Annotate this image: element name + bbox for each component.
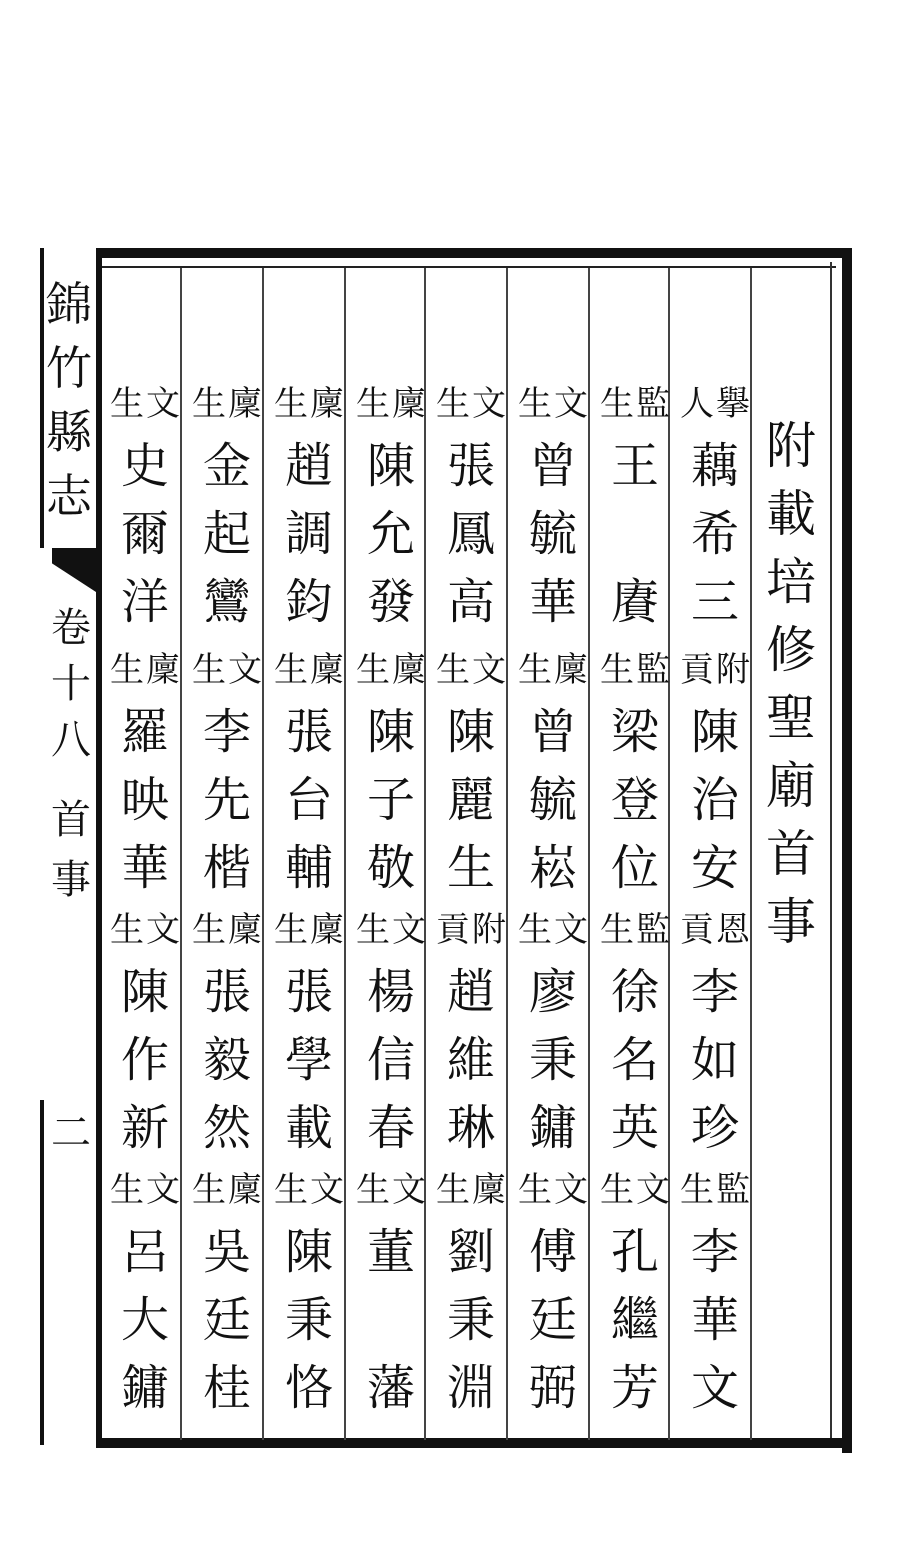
degree-label: [676, 910, 754, 954]
margin-volume-number: 卷 十 八: [51, 605, 91, 763]
degree-label: [676, 384, 754, 428]
person-name: [188, 958, 266, 1162]
person-name: [106, 1218, 184, 1422]
name-entry: [270, 1170, 348, 1422]
name-entry: [676, 384, 754, 636]
person-name: [432, 1218, 510, 1422]
degree-label: [514, 1170, 592, 1214]
degree-char: 生: [192, 384, 226, 424]
name-char: 作: [120, 1032, 169, 1088]
name-char: 李: [690, 1224, 739, 1280]
name-char: 安: [690, 840, 739, 896]
name-char: 鳳: [446, 506, 495, 562]
degree-label: [432, 1170, 510, 1214]
name-char: 高: [446, 574, 495, 630]
name-char: 發: [366, 574, 415, 630]
name-char: 名: [610, 1032, 659, 1088]
degree-char: 生: [356, 384, 390, 424]
name-char: 珍: [690, 1100, 739, 1156]
degree-label: [352, 1170, 430, 1214]
name-char: 英: [610, 1100, 659, 1156]
name-char: 羅: [120, 704, 169, 760]
name-char: 調: [284, 506, 333, 562]
frame-bottom-border: [96, 1438, 852, 1448]
name-entry: [106, 384, 184, 636]
name-char: [596, 500, 674, 568]
name-char: 陳: [446, 704, 495, 760]
degree-char: 生: [192, 1170, 226, 1210]
degree-label: [596, 1170, 674, 1214]
person-name: [596, 1218, 674, 1422]
degree-label: [188, 384, 266, 428]
degree-char: 廩: [146, 650, 180, 690]
degree-label: [106, 1170, 184, 1214]
degree-char: 生: [110, 650, 144, 690]
name-char: 春: [366, 1100, 415, 1156]
name-entry: [188, 910, 266, 1162]
name-entry: [188, 384, 266, 636]
name-char: 子: [366, 772, 415, 828]
degree-char: 文: [554, 384, 588, 424]
degree-char: 文: [554, 1170, 588, 1210]
name-char: 登: [610, 772, 659, 828]
degree-char: 生: [192, 650, 226, 690]
name-char: 起: [202, 506, 251, 562]
name-char: 楷: [202, 840, 251, 896]
name-char: 映: [120, 772, 169, 828]
person-name: [106, 958, 184, 1162]
frame-right-border: [842, 248, 852, 1453]
degree-char: 生: [356, 650, 390, 690]
name-char: 李: [690, 964, 739, 1020]
frame-left-border: [96, 248, 102, 1448]
degree-char: 廩: [554, 650, 588, 690]
name-char: 曾: [528, 438, 577, 494]
name-char: 然: [202, 1100, 251, 1156]
name-char: 文: [690, 1360, 739, 1416]
name-char: [352, 1286, 430, 1354]
name-entry: [106, 910, 184, 1162]
name-char: 鈞: [284, 574, 333, 630]
name-char: 華: [120, 840, 169, 896]
name-entry: [514, 910, 592, 1162]
degree-char: 文: [392, 1170, 426, 1210]
name-entry: [432, 650, 510, 902]
degree-char: 監: [636, 384, 670, 424]
section-heading: [756, 412, 826, 956]
person-name: [676, 698, 754, 902]
person-name: [514, 432, 592, 636]
name-char: 趙: [446, 964, 495, 1020]
frame-top-inner-rule: [96, 266, 836, 268]
name-entry: [352, 384, 430, 636]
degree-char: 生: [356, 1170, 390, 1210]
degree-char: 廩: [472, 1170, 506, 1210]
name-char: 大: [120, 1292, 169, 1348]
person-name: [432, 958, 510, 1162]
person-name: [676, 1218, 754, 1422]
name-char: 張: [284, 704, 333, 760]
name-char: 王: [610, 438, 659, 494]
name-entry: [352, 1170, 430, 1422]
frame-right-inner-rule: [830, 262, 832, 1442]
name-char: 生: [446, 840, 495, 896]
degree-label: [596, 650, 674, 694]
name-char: 台: [284, 772, 333, 828]
degree-label: [352, 650, 430, 694]
name-entry: [596, 1170, 674, 1422]
name-char: 廖: [528, 964, 577, 1020]
person-name: [188, 1218, 266, 1422]
degree-char: 人: [680, 384, 714, 424]
name-entry: [596, 910, 674, 1162]
degree-char: 文: [228, 650, 262, 690]
degree-label: [188, 910, 266, 954]
name-char: 位: [610, 840, 659, 896]
name-char: 藩: [366, 1360, 415, 1416]
name-char: 治: [690, 772, 739, 828]
degree-char: 文: [392, 910, 426, 950]
name-char: 恪: [284, 1360, 333, 1416]
name-entry: [596, 650, 674, 902]
degree-char: 生: [518, 384, 552, 424]
name-entry: [352, 650, 430, 902]
degree-label: [676, 1170, 754, 1214]
degree-label: [270, 1170, 348, 1214]
person-name: [270, 1218, 348, 1422]
name-entry: [188, 1170, 266, 1422]
name-char: 廷: [202, 1292, 251, 1348]
name-char: 曾: [528, 704, 577, 760]
person-name: [514, 698, 592, 902]
person-name: [352, 698, 430, 902]
degree-char: 擧: [716, 384, 750, 424]
section-heading-text: 附 載 培 修 聖 廟 首 事: [766, 417, 816, 951]
name-entry: [106, 650, 184, 902]
degree-char: 文: [146, 384, 180, 424]
degree-label: [432, 910, 510, 954]
degree-label: [676, 650, 754, 694]
degree-label: [270, 650, 348, 694]
degree-char: 文: [146, 910, 180, 950]
name-char: 劉: [446, 1224, 495, 1280]
name-char: 希: [690, 506, 739, 562]
degree-label: [514, 650, 592, 694]
person-name: [352, 958, 430, 1162]
degree-char: 生: [274, 1170, 308, 1210]
name-char: 張: [202, 964, 251, 1020]
person-name: [270, 432, 348, 636]
degree-char: 監: [636, 650, 670, 690]
degree-label: [188, 650, 266, 694]
name-char: 鏞: [528, 1100, 577, 1156]
name-char: 金: [202, 438, 251, 494]
person-name: [188, 432, 266, 636]
name-entry: [514, 384, 592, 636]
degree-char: 生: [356, 910, 390, 950]
name-char: 陳: [120, 964, 169, 1020]
degree-label: [106, 910, 184, 954]
name-char: 淵: [446, 1360, 495, 1416]
degree-label: [514, 384, 592, 428]
person-name: [106, 698, 184, 902]
margin-page-number: 二: [51, 1110, 91, 1156]
name-char: 毅: [202, 1032, 251, 1088]
person-name: [514, 958, 592, 1162]
degree-char: 監: [716, 1170, 750, 1210]
degree-char: 貢: [680, 650, 714, 690]
person-name: [596, 958, 674, 1162]
name-char: 維: [446, 1032, 495, 1088]
name-entry: [352, 910, 430, 1162]
degree-char: 廩: [228, 910, 262, 950]
degree-char: 廩: [392, 650, 426, 690]
degree-char: 生: [600, 910, 634, 950]
degree-char: 文: [472, 384, 506, 424]
degree-char: 生: [518, 1170, 552, 1210]
degree-char: 監: [636, 910, 670, 950]
name-char: 陳: [366, 438, 415, 494]
name-entry: [514, 1170, 592, 1422]
degree-char: 文: [472, 650, 506, 690]
name-entry: [514, 650, 592, 902]
person-name: [596, 698, 674, 902]
degree-char: 貢: [680, 910, 714, 950]
name-char: 華: [690, 1292, 739, 1348]
margin-section-title: 首 事: [51, 797, 91, 903]
degree-char: 生: [274, 910, 308, 950]
name-entry: [676, 650, 754, 902]
degree-label: [270, 910, 348, 954]
margin-rule-bottom: [40, 1100, 44, 1445]
name-char: 先: [202, 772, 251, 828]
margin-book-title: 錦 竹 縣 志: [46, 277, 92, 523]
name-entry: [676, 1170, 754, 1422]
name-char: 趙: [284, 438, 333, 494]
degree-label: [596, 384, 674, 428]
name-entry: [432, 1170, 510, 1422]
name-char: 桂: [202, 1360, 251, 1416]
name-char: 楊: [366, 964, 415, 1020]
degree-label: [596, 910, 674, 954]
degree-char: 廩: [310, 650, 344, 690]
degree-label: [514, 910, 592, 954]
name-char: 麗: [446, 772, 495, 828]
degree-label: [188, 1170, 266, 1214]
name-char: 載: [284, 1100, 333, 1156]
name-entry: [432, 384, 510, 636]
person-name: [352, 432, 430, 636]
name-entry: [270, 650, 348, 902]
name-char: 秉: [528, 1032, 577, 1088]
degree-char: 文: [554, 910, 588, 950]
name-char: 如: [690, 1032, 739, 1088]
name-char: 允: [366, 506, 415, 562]
name-char: 華: [528, 574, 577, 630]
person-name: [352, 1218, 430, 1422]
degree-char: 生: [518, 650, 552, 690]
name-char: 鸞: [202, 574, 251, 630]
name-char: 呂: [120, 1224, 169, 1280]
name-char: 崧: [528, 840, 577, 896]
degree-char: 恩: [716, 910, 750, 950]
name-char: 陳: [690, 704, 739, 760]
person-name: [676, 432, 754, 636]
degree-char: 生: [110, 1170, 144, 1210]
degree-char: 廩: [228, 384, 262, 424]
name-entry: [270, 910, 348, 1162]
degree-label: [270, 384, 348, 428]
name-char: 賡: [610, 574, 659, 630]
frame-top-border: [96, 248, 852, 258]
person-name: [432, 698, 510, 902]
name-entry: [596, 384, 674, 636]
degree-char: 生: [436, 1170, 470, 1210]
degree-char: 生: [274, 384, 308, 424]
name-char: 傅: [528, 1224, 577, 1280]
name-entry: [432, 910, 510, 1162]
name-char: 爾: [120, 506, 169, 562]
name-char: 毓: [528, 772, 577, 828]
name-char: 吳: [202, 1224, 251, 1280]
degree-char: 文: [636, 1170, 670, 1210]
degree-char: 文: [146, 1170, 180, 1210]
name-char: 芳: [610, 1360, 659, 1416]
degree-char: 生: [680, 1170, 714, 1210]
name-char: 三: [690, 574, 739, 630]
name-char: 史: [120, 438, 169, 494]
name-char: 弼: [528, 1360, 577, 1416]
name-char: 秉: [446, 1292, 495, 1348]
degree-char: 生: [436, 650, 470, 690]
name-char: 張: [446, 438, 495, 494]
degree-label: [106, 650, 184, 694]
name-char: 梁: [610, 704, 659, 760]
person-name: [188, 698, 266, 902]
degree-label: [352, 384, 430, 428]
degree-char: 廩: [228, 1170, 262, 1210]
fishtail-mark-icon: [52, 548, 96, 592]
name-char: 繼: [610, 1292, 659, 1348]
name-entry: [270, 384, 348, 636]
name-char: 琳: [446, 1100, 495, 1156]
name-char: 陳: [284, 1224, 333, 1280]
degree-char: 附: [472, 910, 506, 950]
degree-label: [432, 650, 510, 694]
name-char: 毓: [528, 506, 577, 562]
person-name: [514, 1218, 592, 1422]
degree-char: 生: [274, 650, 308, 690]
degree-char: 生: [436, 384, 470, 424]
degree-char: 生: [600, 384, 634, 424]
name-char: 鏞: [120, 1360, 169, 1416]
name-char: 信: [366, 1032, 415, 1088]
degree-char: 生: [518, 910, 552, 950]
degree-char: 生: [110, 910, 144, 950]
name-entry: [106, 1170, 184, 1422]
name-char: 輔: [284, 840, 333, 896]
person-name: [106, 432, 184, 636]
name-char: 孔: [610, 1224, 659, 1280]
degree-char: 生: [600, 650, 634, 690]
degree-char: 生: [110, 384, 144, 424]
name-entry: [188, 650, 266, 902]
degree-char: 生: [600, 1170, 634, 1210]
name-char: 秉: [284, 1292, 333, 1348]
person-name: [432, 432, 510, 636]
degree-char: 廩: [310, 384, 344, 424]
name-char: 洋: [120, 574, 169, 630]
name-char: 張: [284, 964, 333, 1020]
name-char: 新: [120, 1100, 169, 1156]
name-char: 徐: [610, 964, 659, 1020]
degree-char: 廩: [392, 384, 426, 424]
person-name: [270, 958, 348, 1162]
name-char: 敬: [366, 840, 415, 896]
name-char: 廷: [528, 1292, 577, 1348]
name-char: 李: [202, 704, 251, 760]
name-char: 董: [366, 1224, 415, 1280]
degree-label: [106, 384, 184, 428]
name-entry: [676, 910, 754, 1162]
degree-char: 附: [716, 650, 750, 690]
degree-label: [432, 384, 510, 428]
person-name: [676, 958, 754, 1162]
person-name: [270, 698, 348, 902]
name-char: 學: [284, 1032, 333, 1088]
degree-char: 文: [310, 1170, 344, 1210]
name-char: 陳: [366, 704, 415, 760]
degree-char: 廩: [310, 910, 344, 950]
person-name: [596, 432, 674, 636]
degree-label: [352, 910, 430, 954]
degree-char: 生: [192, 910, 226, 950]
degree-char: 貢: [436, 910, 470, 950]
name-char: 藕: [690, 438, 739, 494]
